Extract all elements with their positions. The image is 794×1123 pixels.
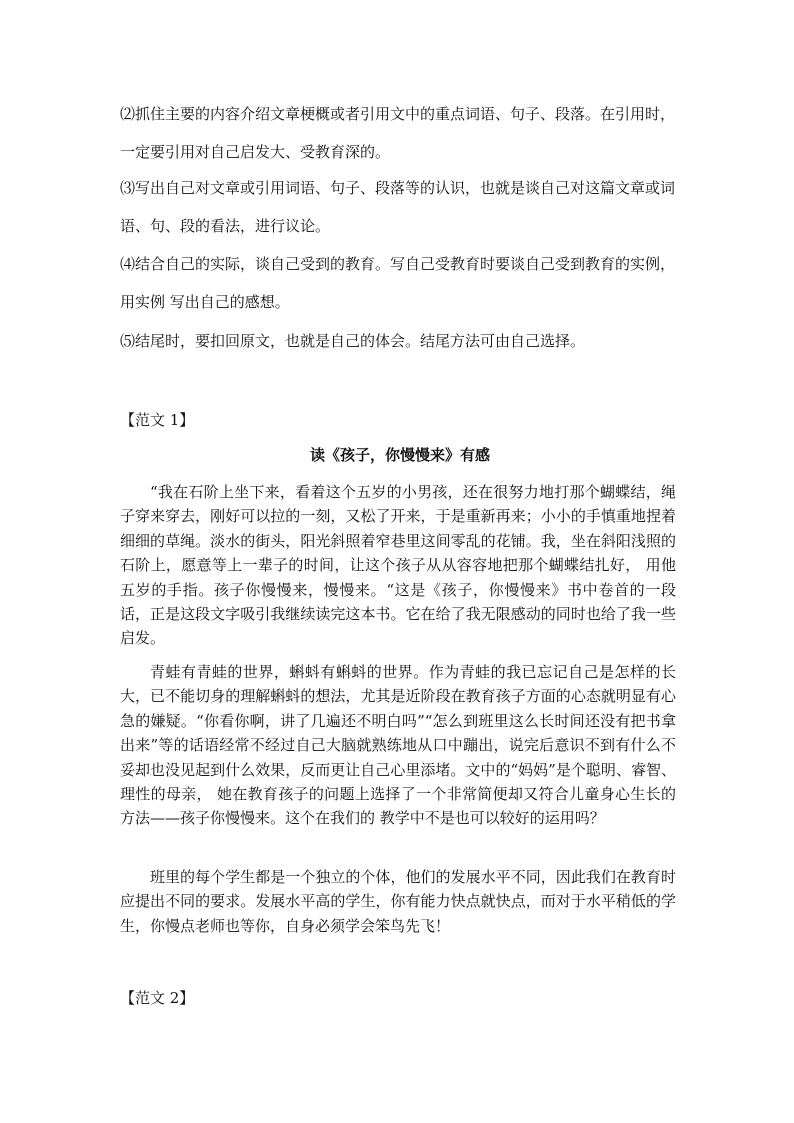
sample-essay-1-label: 【范文 1】 (120, 411, 195, 429)
essay-title: 读《孩子，你慢慢来》有感 (309, 446, 490, 464)
essay-paragraph-2: 青蛙有青蛙的世界，蝌蚪有蝌蚪的世界。作为青蛙的我已忘记自己是怎样的长大，已不能切身的理解蝌蚪的想法，尤其是近阶段在教育孩子方面的心态就明显有心急的嫌疑。“你看你啊，讲了几遍还不明白吗”“怎么到班里这么长时间还没有把书拿出来”等的话语经常不经过自己大脑就熟练地从口中蹦出，说完后意识不到有什么不妥却也没见起到什么效果，反而更让自己心里添堵。文中的“妈妈”是个聪明、睿智、理性的母亲， 她在教育孩子的问题上选择了一个非常简便却又符合儿童身心生长的方法——孩子你慢慢来。这个在我们的 教学中不是也可以较好的运用吗？ (120, 663, 676, 828)
essay-paragraph-3: 班里的每个学生都是一个独立的个体，他们的发展水平不同，因此我们在教育时应提出不同的要求。发展水平高的学生，你有能力快点就快点，而对于水平稍低的学生，你慢点老师也等你，自身必须学会笨鸟先飞！ (120, 868, 676, 935)
essay-paragraph-1: “我在石阶上坐下来，看着这个五岁的小男孩，还在很努力地打那个蝴蝶结，绳子穿来穿去，刚好可以拉的一刻，又松了开来，于是重新再来；小小的手慎重地捏着细细的草绳。淡水的街头，阳光斜照着窄巷里这间零乱的花铺。我，坐在斜阳浅照的石阶上，愿意等上一辈子的时间，让这个孩子从从容容地把那个蝴蝶结扎好， 用他五岁的手指。孩子你慢慢来，慢慢来。“这是《孩子，你慢慢来》书中卷首的一段话，正是这段文字吸引我继续读完这本书。它在给了我无限感动的同时也给了我一些启发。 (120, 483, 676, 648)
writing-tip-4: ⑷结合自己的实际，谈自己受到的教育。写自己受教育时要谈自己受到教育的实例，用实例 写出自己的感想。 (120, 255, 676, 311)
writing-tip-5: ⑸结尾时，要扣回原文，也就是自己的体会。结尾方法可由自己选择。 (120, 332, 586, 350)
writing-tip-2: ⑵抓住主要的内容介绍文章梗概或者引用文中的重点词语、句子、段落。在引用时，一定要引用对自己启发大、受教育深的。 (120, 105, 676, 161)
sample-essay-2-label: 【范文 2】 (120, 989, 195, 1007)
writing-tip-3: ⑶写出自己对文章或引用词语、句子、段落等的认识，也就是谈自己对这篇文章或词语、句、段的看法，进行议论。 (120, 179, 676, 235)
